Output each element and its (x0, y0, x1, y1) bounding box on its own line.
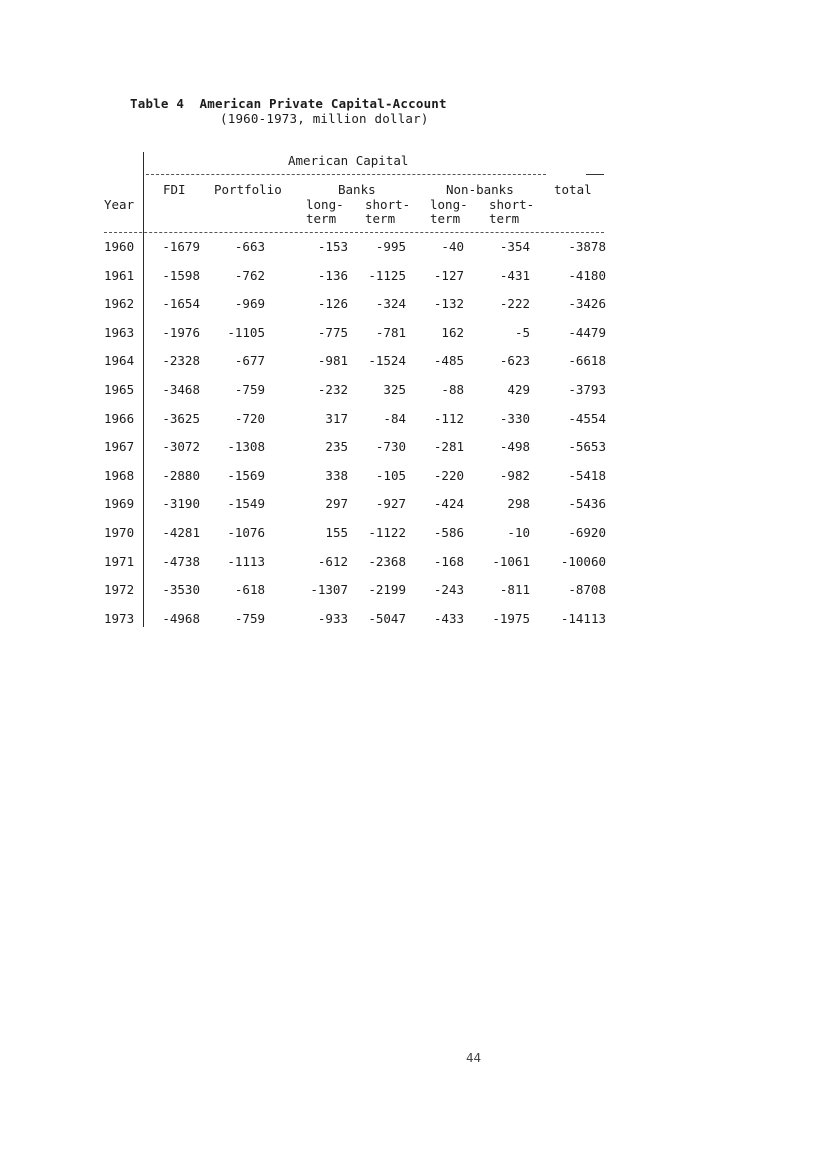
cell-banks-short: -324 (375, 296, 406, 311)
cell-year: 1963 (104, 325, 135, 340)
cell-fdi: -4281 (162, 525, 200, 540)
header-fdi: FDI (163, 182, 186, 197)
cell-banks-short: -995 (375, 239, 406, 254)
cell-nonbanks-long: -168 (433, 554, 464, 569)
cell-banks-short: 325 (383, 382, 406, 397)
cell-nonbanks-short: -330 (499, 411, 530, 426)
cell-total: -4479 (568, 325, 606, 340)
cell-banks-short: -730 (375, 439, 406, 454)
header-bottom-rule (104, 232, 604, 233)
cell-total: -4180 (568, 268, 606, 283)
cell-fdi: -2328 (162, 353, 200, 368)
cell-banks-long: -136 (317, 268, 348, 283)
cell-year: 1960 (104, 239, 135, 254)
cell-year: 1967 (104, 439, 135, 454)
cell-nonbanks-short: -811 (499, 582, 530, 597)
cell-fdi: -3530 (162, 582, 200, 597)
cell-banks-short: -1524 (368, 353, 406, 368)
cell-year: 1971 (104, 554, 135, 569)
cell-banks-long: 297 (325, 496, 348, 511)
header-nonbanks-short-1: short- (489, 197, 535, 212)
cell-fdi: -3072 (162, 439, 200, 454)
cell-total: -8708 (568, 582, 606, 597)
cell-banks-long: -126 (317, 296, 348, 311)
cell-banks-long: -981 (317, 353, 348, 368)
cell-fdi: -1976 (162, 325, 200, 340)
cell-banks-long: 155 (325, 525, 348, 540)
cell-nonbanks-long: -112 (433, 411, 464, 426)
total-header-rule (586, 174, 604, 175)
header-year: Year (104, 197, 135, 212)
cell-banks-long: 235 (325, 439, 348, 454)
cell-banks-short: -927 (375, 496, 406, 511)
cell-fdi: -4738 (162, 554, 200, 569)
cell-nonbanks-long: -586 (433, 525, 464, 540)
cell-total: -5653 (568, 439, 606, 454)
page-number: 44 (466, 1050, 482, 1065)
cell-total: -10060 (560, 554, 606, 569)
header-total: total (554, 182, 592, 197)
cell-total: -5436 (568, 496, 606, 511)
cell-portfolio: -618 (234, 582, 265, 597)
cell-portfolio: -1308 (227, 439, 265, 454)
header-banks-long-2: term (306, 211, 337, 226)
cell-fdi: -3190 (162, 496, 200, 511)
cell-portfolio: -1113 (227, 554, 265, 569)
cell-nonbanks-short: 298 (507, 496, 530, 511)
cell-portfolio: -720 (234, 411, 265, 426)
cell-banks-short: -1125 (368, 268, 406, 283)
cell-fdi: -3468 (162, 382, 200, 397)
cell-year: 1961 (104, 268, 135, 283)
cell-banks-long: -933 (317, 611, 348, 626)
cell-banks-short: -2368 (368, 554, 406, 569)
cell-nonbanks-long: -132 (433, 296, 464, 311)
cell-total: -3426 (568, 296, 606, 311)
cell-portfolio: -677 (234, 353, 265, 368)
cell-banks-long: 338 (325, 468, 348, 483)
header-banks: Banks (338, 182, 376, 197)
cell-nonbanks-long: -40 (441, 239, 464, 254)
cell-nonbanks-short: -354 (499, 239, 530, 254)
header-banks-short-1: short- (365, 197, 411, 212)
cell-year: 1973 (104, 611, 135, 626)
cell-total: -6618 (568, 353, 606, 368)
cell-year: 1966 (104, 411, 135, 426)
cell-total: -5418 (568, 468, 606, 483)
header-nonbanks: Non-banks (446, 182, 514, 197)
cell-portfolio: -1549 (227, 496, 265, 511)
cell-total: -3878 (568, 239, 606, 254)
cell-banks-short: -781 (375, 325, 406, 340)
cell-nonbanks-short: -982 (499, 468, 530, 483)
cell-nonbanks-short: -431 (499, 268, 530, 283)
cell-nonbanks-short: -498 (499, 439, 530, 454)
cell-total: -6920 (568, 525, 606, 540)
cell-year: 1964 (104, 353, 135, 368)
cell-nonbanks-short: -1061 (492, 554, 530, 569)
cell-banks-short: -5047 (368, 611, 406, 626)
cell-portfolio: -969 (234, 296, 265, 311)
cell-fdi: -3625 (162, 411, 200, 426)
cell-year: 1962 (104, 296, 135, 311)
cell-nonbanks-short: 429 (507, 382, 530, 397)
cell-portfolio: -663 (234, 239, 265, 254)
cell-banks-long: -775 (317, 325, 348, 340)
cell-banks-short: -1122 (368, 525, 406, 540)
cell-portfolio: -762 (234, 268, 265, 283)
cell-total: -4554 (568, 411, 606, 426)
header-banks-short-2: term (365, 211, 396, 226)
table-subtitle: (1960-1973, million dollar) (220, 111, 429, 126)
cell-nonbanks-long: -127 (433, 268, 464, 283)
cell-banks-long: -612 (317, 554, 348, 569)
cell-total: -14113 (560, 611, 606, 626)
cell-portfolio: -1076 (227, 525, 265, 540)
header-banks-long-1: long- (306, 197, 344, 212)
cell-nonbanks-short: -5 (514, 325, 530, 340)
cell-banks-short: -105 (375, 468, 406, 483)
cell-nonbanks-long: -88 (441, 382, 464, 397)
header-portfolio: Portfolio (214, 182, 282, 197)
cell-fdi: -2880 (162, 468, 200, 483)
cell-nonbanks-long: -281 (433, 439, 464, 454)
header-nonbanks-long-2: term (430, 211, 461, 226)
cell-year: 1965 (104, 382, 135, 397)
cell-nonbanks-long: -424 (433, 496, 464, 511)
cell-nonbanks-short: -1975 (492, 611, 530, 626)
cell-banks-short: -84 (383, 411, 406, 426)
cell-nonbanks-short: -10 (507, 525, 530, 540)
cell-nonbanks-long: -485 (433, 353, 464, 368)
cell-banks-short: -2199 (368, 582, 406, 597)
group-header-rule (146, 174, 546, 175)
cell-banks-long: 317 (325, 411, 348, 426)
cell-fdi: -1598 (162, 268, 200, 283)
header-american-capital: American Capital (288, 153, 409, 168)
cell-banks-long: -1307 (310, 582, 348, 597)
cell-total: -3793 (568, 382, 606, 397)
cell-year: 1970 (104, 525, 135, 540)
cell-nonbanks-short: -623 (499, 353, 530, 368)
cell-nonbanks-long: -433 (433, 611, 464, 626)
cell-fdi: -1679 (162, 239, 200, 254)
cell-year: 1972 (104, 582, 135, 597)
cell-nonbanks-short: -222 (499, 296, 530, 311)
cell-nonbanks-long: -220 (433, 468, 464, 483)
cell-year: 1969 (104, 496, 135, 511)
cell-nonbanks-long: 162 (441, 325, 464, 340)
cell-banks-long: -153 (317, 239, 348, 254)
cell-portfolio: -759 (234, 382, 265, 397)
cell-year: 1968 (104, 468, 135, 483)
cell-portfolio: -1105 (227, 325, 265, 340)
table-title: Table 4 American Private Capital-Account (130, 96, 447, 111)
cell-banks-long: -232 (317, 382, 348, 397)
cell-portfolio: -1569 (227, 468, 265, 483)
cell-fdi: -4968 (162, 611, 200, 626)
cell-portfolio: -759 (234, 611, 265, 626)
header-nonbanks-short-2: term (489, 211, 520, 226)
header-nonbanks-long-1: long- (430, 197, 468, 212)
cell-fdi: -1654 (162, 296, 200, 311)
cell-nonbanks-long: -243 (433, 582, 464, 597)
